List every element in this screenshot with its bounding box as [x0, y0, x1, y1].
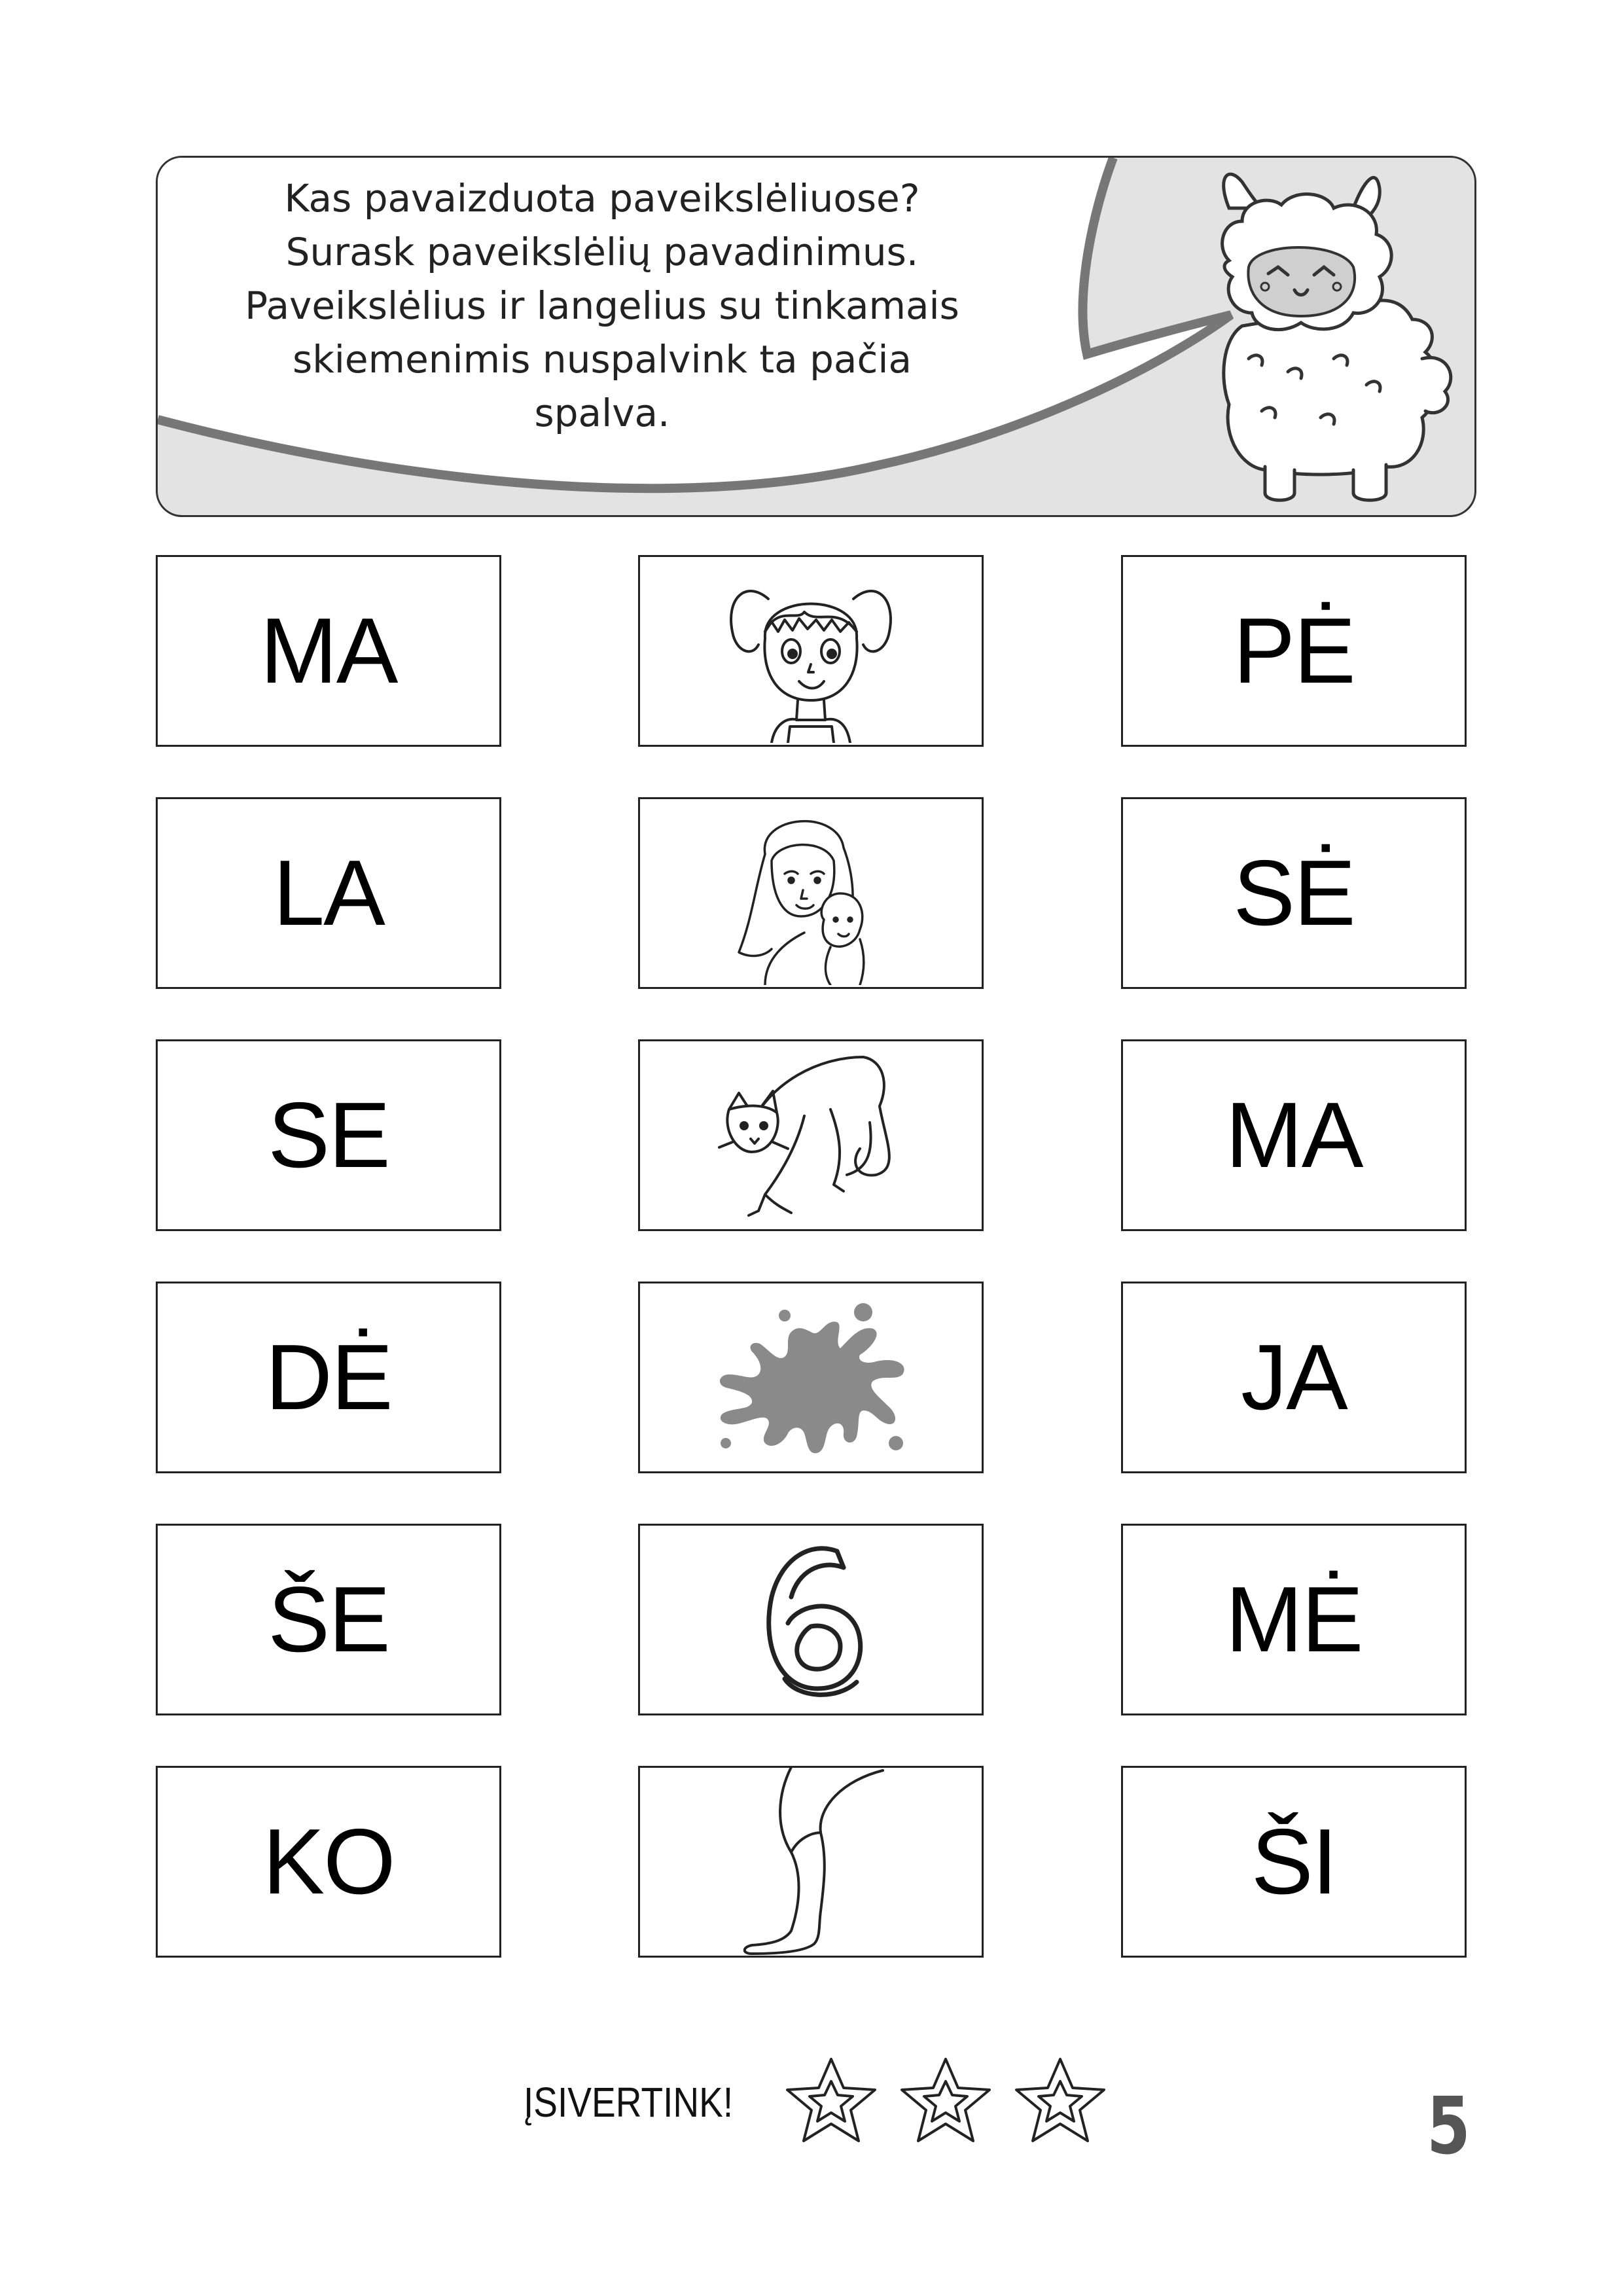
syllable-text: MĖ [1225, 1567, 1363, 1672]
syllable-box-left-6[interactable] [156, 1766, 501, 1958]
syllable-text: ŠE [268, 1567, 389, 1672]
fox-icon [713, 1044, 909, 1227]
star-icon[interactable] [787, 2059, 875, 2141]
syllable-box-right-6[interactable] [1121, 1766, 1467, 1958]
rating-label: ĮSIVERTINK! [524, 2079, 734, 2126]
page-number: 5 [1427, 2081, 1471, 2172]
leg-icon [713, 1767, 909, 1957]
syllable-text: DĖ [265, 1325, 392, 1429]
syllable-box-left-2[interactable] [156, 797, 501, 989]
picture-box-3[interactable] [638, 1039, 984, 1231]
girl-icon [713, 560, 909, 743]
number-six-icon [745, 1532, 876, 1708]
picture-box-6[interactable] [638, 1766, 984, 1958]
syllable-box-left-5[interactable] [156, 1524, 501, 1715]
syllable-box-right-4[interactable] [1121, 1282, 1467, 1473]
syllable-text: SĖ [1233, 840, 1355, 945]
syllable-text: LA [273, 840, 384, 945]
syllable-box-right-2[interactable] [1121, 797, 1467, 989]
syllable-text: JA [1241, 1325, 1347, 1429]
llama-icon [1203, 162, 1465, 509]
syllable-text: MA [260, 598, 397, 703]
syllable-text: PĖ [1233, 598, 1355, 703]
paint-splash-icon [700, 1293, 922, 1463]
syllable-box-right-1[interactable] [1121, 555, 1467, 747]
syllable-box-left-3[interactable] [156, 1039, 501, 1231]
rating-stars [782, 2054, 1109, 2152]
syllable-text: MA [1225, 1083, 1363, 1187]
picture-box-5[interactable] [638, 1524, 984, 1715]
syllable-text: SE [268, 1083, 389, 1187]
instructions-text: Kas pavaizduota paveikslėliuose? Surask paveikslėlių pavadinimus. Paveikslėlius ir langelius su tinkamais skiemenimis nuspalvink ta pačia spalva. [245, 176, 959, 435]
syllable-text: ŠI [1251, 1809, 1337, 1914]
star-icon[interactable] [902, 2059, 990, 2141]
star-icon[interactable] [1016, 2059, 1104, 2141]
syllable-box-left-1[interactable] [156, 555, 501, 747]
picture-box-1[interactable] [638, 555, 984, 747]
picture-box-4[interactable] [638, 1282, 984, 1473]
syllable-text: KO [262, 1809, 395, 1914]
mother-and-child-icon [726, 802, 896, 985]
syllable-box-left-4[interactable] [156, 1282, 501, 1473]
syllable-box-right-3[interactable] [1121, 1039, 1467, 1231]
syllable-box-right-5[interactable] [1121, 1524, 1467, 1715]
picture-box-2[interactable] [638, 797, 984, 989]
